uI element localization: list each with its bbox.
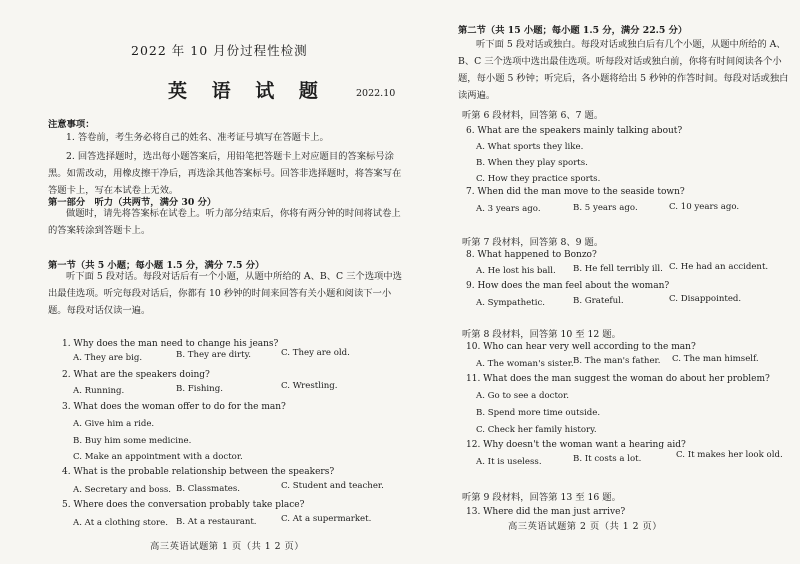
q7-option-c: C. 10 years ago. xyxy=(669,202,740,212)
q2-option-c: C. Wrestling. xyxy=(281,381,338,391)
question-12: 12. Why doesn't the woman want a hearing aid? xyxy=(466,440,686,450)
q4-option-b: B. Classmates. xyxy=(176,484,240,494)
question-6: 6. What are the speakers mainly talking about? xyxy=(466,126,683,136)
q4-option-a: A. Secretary and boss. xyxy=(73,485,172,495)
q6-option-b: B. When they play sports. xyxy=(476,158,588,168)
q10-option-b: B. The man's father. xyxy=(573,356,661,366)
q9-option-b: B. Grateful. xyxy=(573,296,624,306)
question-8: 8. What happened to Bonzo? xyxy=(466,250,597,260)
q5-option-a: A. At a clothing store. xyxy=(73,518,168,528)
subject-title: 英 语 试 题 xyxy=(168,80,327,102)
q8-option-b: B. He fell terribly ill. xyxy=(573,264,663,274)
q6-option-c: C. How they practice sports. xyxy=(476,174,601,184)
q6-option-a: A. What sports they like. xyxy=(476,142,584,152)
q11-option-b: B. Spend more time outside. xyxy=(476,408,601,418)
right-page-footer: 高三英语试题第 2 页（共 1 2 页） xyxy=(508,521,663,532)
question-11: 11. What does the man suggest the woman do about her problem? xyxy=(466,374,770,384)
question-10: 10. Who can hear very well according to the man? xyxy=(466,342,696,352)
q5-option-c: C. At a supermarket. xyxy=(281,514,372,524)
q10-option-c: C. The man himself. xyxy=(672,354,759,364)
q8-option-c: C. He had an accident. xyxy=(669,262,769,272)
q3-option-c: C. Make an appointment with a doctor. xyxy=(73,452,243,462)
exam-date: 2022.10 xyxy=(356,88,396,99)
q9-option-c: C. Disappointed. xyxy=(669,294,742,304)
note-2: 2. 回答选择题时，选出每小题答案后，用铅笔把答题卡上对应题目的答案标号涂黑。如需改动，用橡皮擦干净后，再选涂其他答案标号。回答非选择题时，将答案写在答题卡上，写在本试卷上无效。 xyxy=(48,151,402,196)
section1-heading: 第一节（共 5 小题；每小题 1.5 分，满分 7.5 分） xyxy=(48,260,265,271)
question-3: 3. What does the woman offer to do for the man? xyxy=(62,402,286,412)
q11-option-c: C. Check her family history. xyxy=(476,425,597,435)
q8-option-a: A. He lost his ball. xyxy=(476,266,556,276)
q1-option-b: B. They are dirty. xyxy=(176,350,252,360)
question-4: 4. What is the probable relationship between the speakers? xyxy=(62,467,335,477)
question-13: 13. Where did the man just arrive? xyxy=(466,507,626,517)
q12-option-a: A. It is useless. xyxy=(476,457,542,467)
q10-option-a: A. The woman's sister. xyxy=(476,359,574,369)
q4-option-c: C. Student and teacher. xyxy=(281,481,384,491)
part1-heading: 第一部分 听力（共两节，满分 30 分） xyxy=(48,197,217,208)
question-7: 7. When did the man move to the seaside town? xyxy=(466,187,685,197)
q3-option-b: B. Buy him some medicine. xyxy=(73,436,192,446)
question-2: 2. What are the speakers doing? xyxy=(62,370,210,380)
question-5: 5. Where does the conversation probably take place? xyxy=(62,500,305,510)
right-page xyxy=(410,0,800,564)
q7-option-a: A. 3 years ago. xyxy=(476,204,541,214)
q2-option-a: A. Running. xyxy=(73,386,125,396)
section2-intro: 听下面 5 段对话或独白。每段对话或独白后有几个小题，从题中所给的 A、B、C 三个选项中选出最佳选项。听每段对话或独白前，你将有时间阅读各个小题，每小题 5 秒钟；听完后，各小题将给出 5 秒钟的作答时间。每段对话或独白读两遍。 xyxy=(458,39,789,101)
q12-option-c: C. It makes her look old. xyxy=(676,450,783,460)
group-label-9: 听第 9 段材料，回答第 13 至 16 题。 xyxy=(462,492,621,503)
q3-option-a: A. Give him a ride. xyxy=(73,419,155,429)
section2-heading: 第二节（共 15 小题；每小题 1.5 分，满分 22.5 分） xyxy=(458,25,688,36)
question-1: 1. Why does the man need to change his jeans? xyxy=(62,339,279,349)
part1-intro: 做题时，请先将答案标在试卷上。听力部分结束后，你将有两分钟的时间将试卷上的答案转涂到答题卡上。 xyxy=(48,208,401,236)
exam-title: 2022 年 10 月份过程性检测 xyxy=(131,43,308,58)
q12-option-b: B. It costs a lot. xyxy=(573,454,642,464)
q2-option-b: B. Fishing. xyxy=(176,384,223,394)
question-9: 9. How does the man feel about the woman? xyxy=(466,281,670,291)
q11-option-a: A. Go to see a doctor. xyxy=(476,391,569,401)
left-page-footer: 高三英语试题第 1 页（共 1 2 页） xyxy=(150,541,305,552)
q1-option-a: A. They are big. xyxy=(73,353,143,363)
q5-option-b: B. At a restaurant. xyxy=(176,517,257,527)
group-label-7: 听第 7 段材料，回答第 8、9 题。 xyxy=(462,237,604,248)
q9-option-a: A. Sympathetic. xyxy=(476,298,546,308)
section1-intro: 听下面 5 段对话。每段对话后有一个小题，从题中所给的 A、B、C 三个选项中选出最佳选项。听完每段对话后，你都有 10 秒钟的时间来回答有关小题和阅读下一小题。每段对话仅读一遍。 xyxy=(48,271,402,316)
group-label-6: 听第 6 段材料，回答第 6、7 题。 xyxy=(462,110,604,121)
notes-heading: 注意事项： xyxy=(48,119,95,130)
group-label-8: 听第 8 段材料，回答第 10 至 12 题。 xyxy=(462,329,621,340)
note-1: 1. 答卷前，考生务必将自己的姓名、准考证号填写在答题卡上。 xyxy=(66,132,329,143)
q7-option-b: B. 5 years ago. xyxy=(573,203,638,213)
q1-option-c: C. They are old. xyxy=(281,348,350,358)
